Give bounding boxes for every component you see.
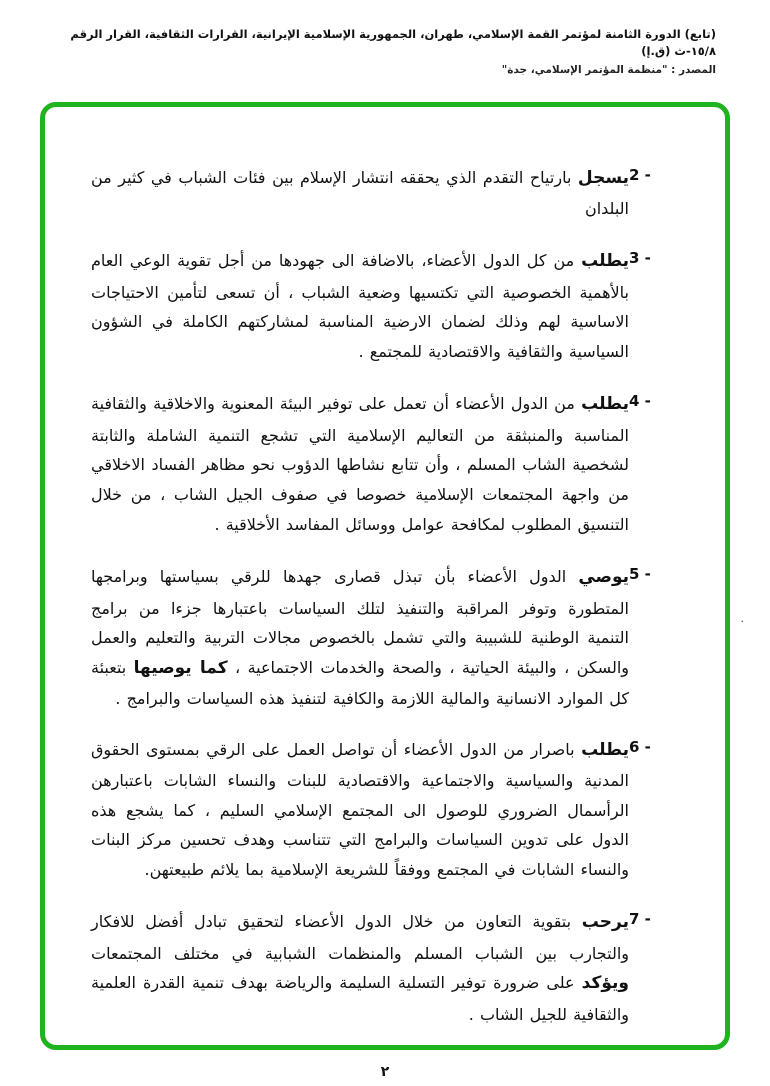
resolution-item-6 <box>91 735 665 887</box>
item-body-2: على ضرورة توفير التسلية السليمة والرياضة بهدف تنمية القدرة العلمية والثقافية للجيل الشاب . <box>91 973 629 1024</box>
scan-artifact-dot: . <box>740 612 744 625</box>
item-text <box>91 246 629 368</box>
page-number: ٢ <box>380 1064 390 1080</box>
item-body: بارتياح التقدم الذي يحققه انتشار الإسلام بين فئات الشباب في كثير من البلدان <box>91 167 629 218</box>
resolution-item-5 <box>91 562 665 714</box>
item-body: من كل الدول الأعضاء، بالاضافة الى جهودها من أجل تقوية الوعي العام بالأهمية الخصوصية التي تكتسيها وضعية الشباب ، أن تسعى لتأمين الاحتياجات الاساسية لهم وذلك لضمان الارضية المناسبة لمشاركتهم الكاملة في الشؤون السياسية والثقافية والاقتصادية للمجتمع . <box>91 251 629 361</box>
item-mid-bold: كما يوصيها <box>133 657 228 678</box>
document-frame <box>40 102 730 1050</box>
item-lead-word: يطلب <box>581 251 630 272</box>
item-lead-word: يطلب <box>581 394 629 415</box>
item-text <box>91 163 629 226</box>
item-text <box>91 562 629 714</box>
item-number: 3 - <box>629 249 651 268</box>
item-body: باصرار من الدول الأعضاء أن تواصل العمل على الرقي بمستوى الحقوق المدنية والسياسية والاجتماعية والاقتصادية للبنات والنساء الشابات باعتبارهن الرأسمال الضروري للوصول الى المجتمع الإسلامي السليم ، كما يشجع هذه الدول على تدوين السياسات والبرامج التي تتناسب وهدف تحسين مركز البنات والنساء الشابات في المجتمع ووفقاً للشريعة الإسلامية بما يلائم طبيعتهن. <box>91 739 629 879</box>
item-body: من الدول الأعضاء أن تعمل على توفير البيئة المعنوية والاخلاقية والثقافية المناسبة والمنبثقة من التعاليم الإسلامية التي تشجع التنمية الشاملة والثابتة لشخصية الشاب المسلم ، وأن تتابع نشاطها الدؤوب نحو مظاهر الفساد الاخلاقي من واجهة المجتمعات الإسلامية خصوصا في صفوف الجيل الشاب ، من خلال التنسيق المطلوب لمكافحة عوامل ووسائل المفاسد الأخلاقية . <box>91 394 629 534</box>
resolution-item-3 <box>91 246 665 368</box>
item-text <box>91 389 629 541</box>
item-body-2: بتعبئة كل الموارد الانسانية والمالية اللازمة والكافية لتنفيذ هذه السياسات والبرامج . <box>91 657 629 709</box>
item-mid-bold: ويؤكد <box>581 973 629 994</box>
item-text <box>91 735 629 887</box>
item-lead-word: يسجل <box>577 167 629 188</box>
item-number: 2 - <box>629 165 651 184</box>
item-number: 4 - <box>629 392 651 411</box>
header-source: المصدر : "منظمة المؤتمر الإسلامي، جدة" <box>501 63 716 76</box>
resolution-item-2 <box>91 163 665 226</box>
resolution-item-7 <box>91 907 665 1029</box>
item-body: بتقوية التعاون من خلال الدول الأعضاء لتحقيق تبادل أفضل للافكار والتجارب بين الشباب المسلم والمنظمات الشبابية في مختلف المجتمعات <box>91 912 629 963</box>
document-header <box>0 0 770 76</box>
item-number: 5 - <box>629 565 651 584</box>
item-lead-word: يرحب <box>581 912 629 933</box>
item-body: الدول الأعضاء بأن تبذل قصارى جهدها للرقي بسياستها وبرامجها المتطورة وتوفر المراقبة والتنفيذ لتلك السياسات باعتبارها جزءا من برامج التنمية الوطنية للشبيبة والتي تشمل بالخصوص مجالات التربية والتعليم والعمل والسكن ، والبيئة الحياتية ، والصحة والخدمات الاجتماعية ، <box>91 567 629 677</box>
item-lead-word: يوصي <box>578 567 629 588</box>
item-number: 7 - <box>629 910 651 929</box>
header-title: (تابع) الدورة الثامنة لمؤتمر القمة الإسلامي، طهران، الجمهورية الإسلامية الإيرانية، القرارات الثقافية، القرار الرقم ١٥/٨-ث (ق.إ) <box>70 27 716 59</box>
item-text <box>91 907 629 1029</box>
resolution-item-4 <box>91 389 665 541</box>
item-number: 6 - <box>629 737 651 756</box>
item-lead-word: يطلب <box>581 739 629 760</box>
